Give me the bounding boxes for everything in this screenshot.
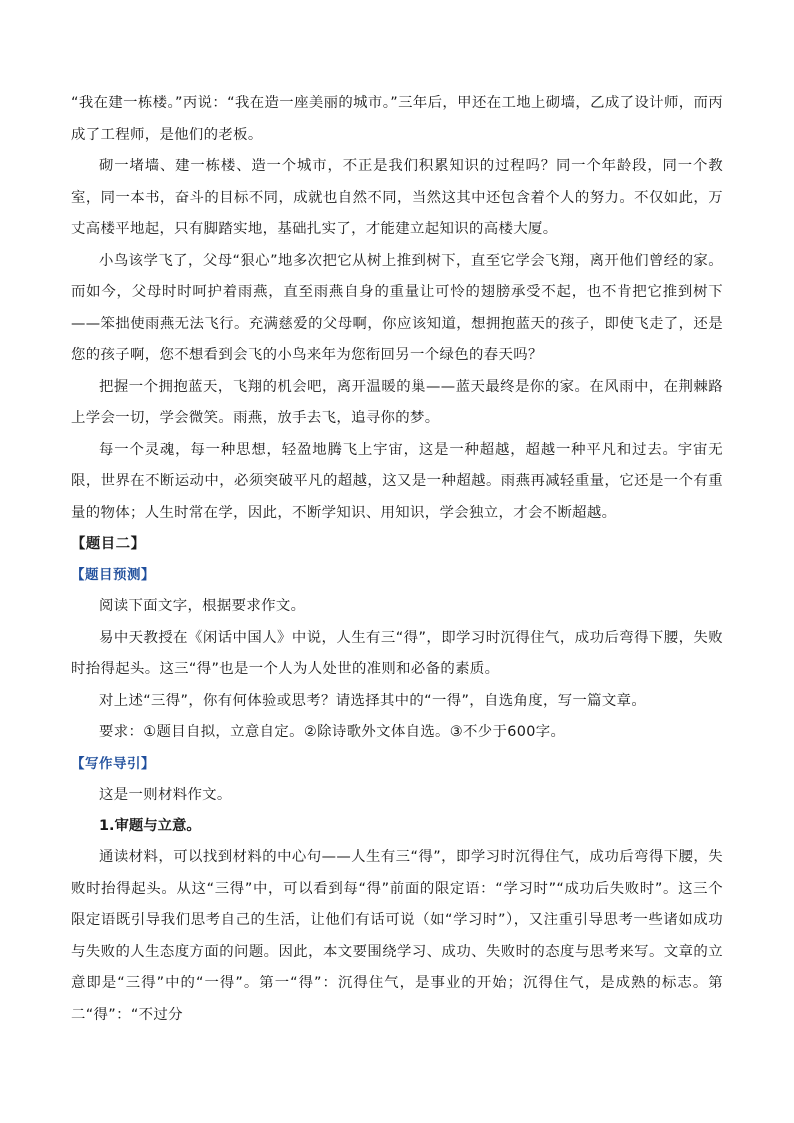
forecast-line-2: 易中天教授在《闲话中国人》中说，人生有三“得”，即学习时沉得住气，成功后弯得下腰，失败时抬得起头。这三“得”也是一个人为人处世的准则和必备的素质。 [71, 629, 723, 677]
paragraph-5: 每一个灵魂，每一种思想，轻盈地腾飞上宇宙，这是一种超越，超越一种平凡和过去。宇宙无限，世界在不断运动中，必须突破平凡的超越，这又是一种超越。雨燕再减轻重量，它还是一个有重量的物体；人生时常在学，因此，不断学知识、用知识，学会独立，才会不断超越。 [71, 441, 723, 521]
guide-intro: 这是一则材料作文。 [99, 786, 232, 803]
paragraph-4: 把握一个拥抱蓝天，飞翔的机会吧，离开温暖的巢——蓝天最终是你的家。在风雨中，在荆棘路上学会一切，学会微笑。雨燕，放手去飞，追寻你的梦。 [71, 378, 723, 426]
paragraph-1: “我在建一栋楼。”丙说：“我在造一座美丽的城市。”三年后，甲还在工地上砌墙，乙成了设计师，而丙成了工程师，是他们的老板。 [71, 95, 723, 143]
forecast-line-1: 阅读下面文字，根据要求作文。 [99, 598, 306, 614]
heading-writing-guide: 【写作导引】 [71, 755, 155, 772]
guide-body: 通读材料，可以找到材料的中心句——人生有三“得”，即学习时沉得住气，成功后弯得下腰，失败时抬得起头。从这“三得”中，可以看到每“得”前面的限定语：“学习时”“成功后失败时”。这三个限定语既引导我们思考自己的生活，让他们有话可说（如“学习时”），又注重引导思考一些诸如成功与失败的人生态度方面的问题。因此，本文要围绕学习、成功、失败时的态度与思考来写。文章的立意即是“三得”中的“一得”。第一“得”：沉得住气，是事业的开始；沉得住气，是成熟的标志。第二“得”：“不过分 [71, 849, 723, 1023]
document-body [71, 88, 723, 1031]
heading-topic-two: 【题目二】 [71, 536, 146, 552]
paragraph-3: 小鸟该学飞了，父母“狠心”地多次把它从树上推到树下，直至它学会飞翔，离开他们曾经的家。而如今，父母时时呵护着雨燕，直至雨燕自身的重量让可怜的翅膀承受不起，也不肯把它推到树下——笨拙使雨燕无法飞行。充满慈爱的父母啊，你应该知道，想拥抱蓝天的孩子，即使飞走了，还是您的孩子啊，您不想看到会飞的小鸟来年为您衔回另一个绿色的春天吗？ [71, 252, 723, 363]
forecast-line-3: 对上述“三得”，你有何体验或思考？请选择其中的“一得”，自选角度，写一篇文章。 [99, 692, 647, 709]
heading-section-1: 1.审题与立意。 [99, 818, 201, 834]
heading-topic-forecast: 【题目预测】 [71, 567, 155, 583]
forecast-requirements: 要求：①题目自拟，立意自定。②除诗歌外文体自选。③不少于600字。 [99, 724, 566, 740]
paragraph-2: 砌一堵墙、建一栋楼、造一个城市，不正是我们积累知识的过程吗？同一个年龄段，同一个教室，同一本书，奋斗的目标不同，成就也自然不同，当然这其中还包含着个人的努力。不仅如此，万丈高楼平地起，只有脚踏实地，基础扎实了，才能建立起知识的高楼大厦。 [71, 158, 723, 237]
